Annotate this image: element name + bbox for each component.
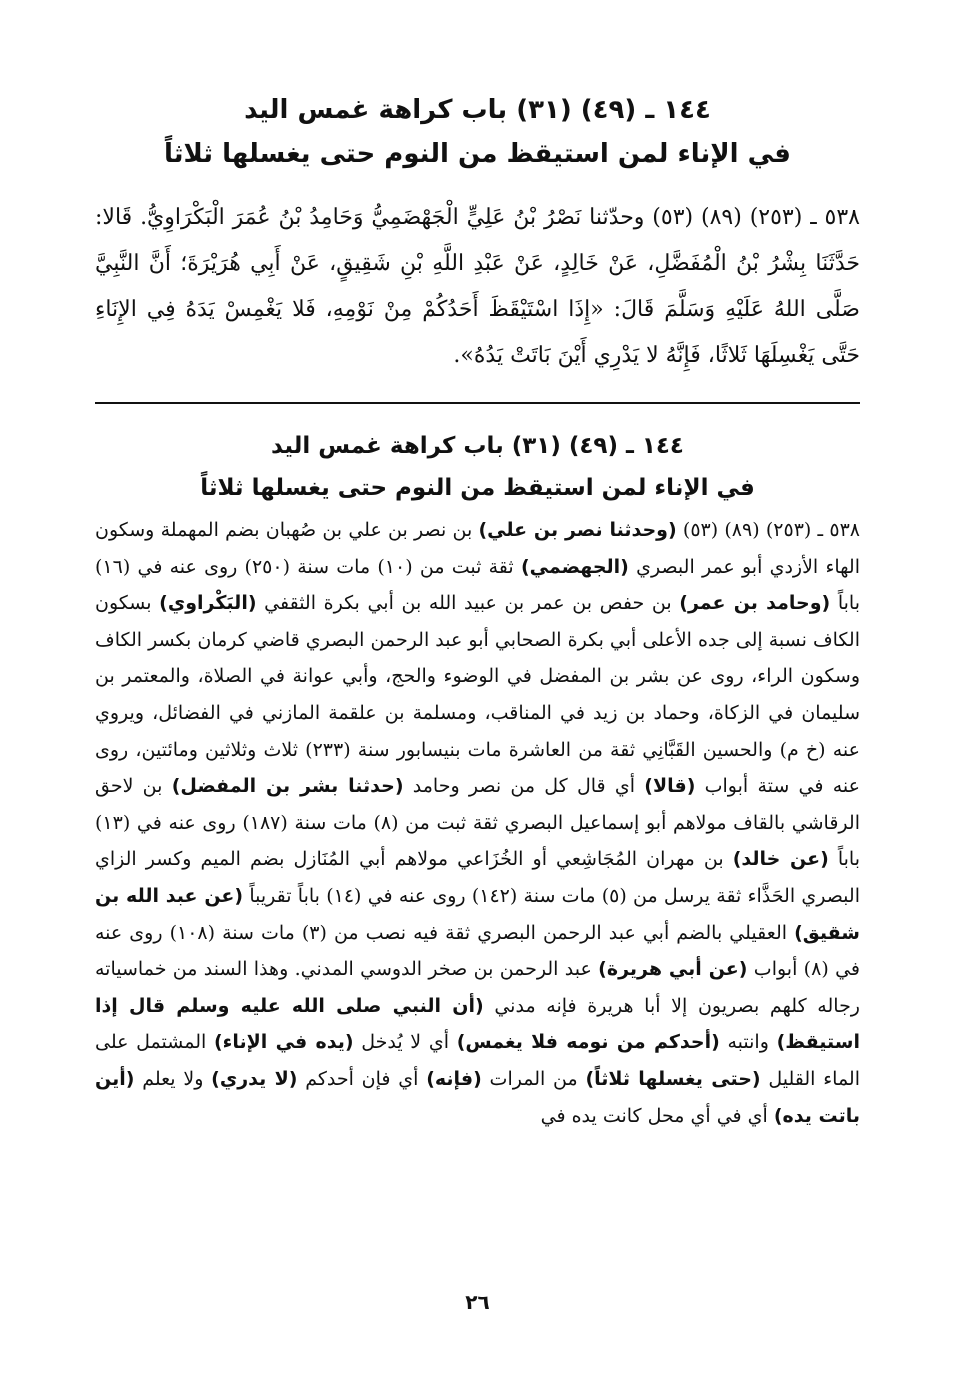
commentary-quoted-phrase: (وحامد بن عمر) (679, 592, 831, 615)
commentary-segment: من المرات (481, 1067, 586, 1090)
commentary-segment: أي في أي محل كانت يده في (540, 1104, 774, 1127)
commentary-segment: وانتبه (719, 1031, 777, 1054)
commentary-segment: عبد الرحمن بن صخر الدوسي المدني. وهذا السند من خماسياته رجاله كلهم بصريون إلا أبا هريرة فإنه مدني (95, 958, 860, 1017)
page-number: ٢٦ (465, 1290, 490, 1314)
commentary-quoted-phrase: (حدثنا بشر بن المفضل) (171, 775, 404, 798)
chapter-title-line1: ١٤٤ ـ (٤٩) (٣١) باب كراهة غمس اليد (244, 95, 711, 125)
hadith-text: ٥٣٨ ـ (٢٥٣) (٨٩) (٥٣) وحدّثنا نَصْرُ بْنُ عَلِيٍّ الْجَهْضَمِيُّ وَحَامِدُ بْنُ عُمَرَ الْبَكْرَاوِيُّ. قَالا: حَدَّثَنَا بِشْرُ بْنُ الْمُفَضَّلِ، عَنْ خَالِدٍ، عَنْ عَبْدِ اللَّهِ بْنِ شَقِيقٍ، عَنْ أَبِي هُرَيْرَةَ؛ أَنَّ النَّبِيَّ صَلَّى اللهُ عَلَيْهِ وَسَلَّمَ قَالَ: «إِذَا اسْتَيْقَظَ أَحَدُكُمْ مِنْ نَوْمِهِ، فَلا يَغْمِسْ يَدَهُ فِي الإِنَاءِ حَتَّى يَغْسِلَهَا ثَلاثًا، فَإِنَّهُ لا يَدْرِي أَيْنَ بَاتَتْ يَدُهُ». (95, 205, 860, 368)
commentary-quoted-phrase: (قالا) (644, 775, 696, 798)
commentary-quoted-phrase: (أن النبي صلى الله عليه وسلم قال إذا استيقظ) (95, 994, 860, 1054)
commentary-quoted-phrase: (أين باتت يده) (95, 1067, 860, 1127)
commentary-title-line1: ١٤٤ ـ (٤٩) (٣١) باب كراهة غمس اليد (271, 433, 684, 459)
commentary-segment: العقيلي بالضم أبي عبد الرحمن البصري ثقة فيه نصب من (٣) مات سنة (١٠٨) روى عنه في (٨) أبواب (95, 921, 860, 981)
commentary-segment: ثقة ثبت من (١٠) مات سنة (٢٥٠) روى عنه في (١٦) باباً (95, 555, 860, 615)
commentary-quoted-phrase: (الجهضمي) (520, 555, 629, 578)
commentary-segment: بسكون الكاف نسبة إلى جده الأعلى أبي بكرة الصحابي أبو عبد الرحمن البصري قاضي كرمان بكسر الكاف وسكون الراء، روى عن بشر بن المفضل في الوضوء والحج، وأبي عوانة في الصلاة، والمعتمر بن سليمان في الزكاة، وحماد بن زيد في المناقب، ومسلمة بن علقمة المازني في الفضائل، ويروي عنه (خ م) والحسين القَبَّانِي ثقة من العاشرة مات بنيسابور سنة (٢٣٣) ثلاث وثلاثين ومائتين، روى عنه في ستة أبواب (95, 592, 860, 798)
commentary-segment: بن لاحق الرقاشي بالقاف مولاهم أبو إسماعيل البصري ثقة ثبت من (٨) مات سنة (١٨٧) روى عنه في (١٣) باباً (95, 775, 860, 871)
commentary-quoted-phrase: (البَكْراوي) (159, 592, 257, 615)
commentary-quoted-phrase: (يده في الإناء) (213, 1031, 354, 1054)
section-divider (95, 402, 860, 404)
commentary-segment: أي قال كل من نصر وحامد (403, 775, 645, 798)
commentary-segment: بن نصر بن علي بن صُهبان بضم المهملة وسكون الهاء الأزدي أبو عمر البصري (95, 519, 860, 578)
commentary-quoted-phrase: (أحدكم من نومه فلا يغمس) (456, 1031, 720, 1054)
commentary-segment: بن مهران المُجَاشِعي أو الخُزَاعي مولاهم أبي المُنَازل بضم الميم وكسر الزاي البصري الحَذَّاء ثقة يرسل من (٥) مات سنة (١٤٢) روى عنه في (١٤) باباً تقريباً (95, 848, 860, 907)
chapter-heading (95, 88, 860, 176)
chapter-title-line2: في الإناء لمن استيقظ من النوم حتى يغسلها ثلاثاً (164, 139, 791, 169)
commentary-title-line2: في الإناء لمن استيقظ من النوم حتى يغسلها ثلاثاً (200, 475, 755, 501)
commentary-segment: المشتمل على الماء القليل (95, 1031, 861, 1090)
commentary-segment: ٥٣٨ ـ (٢٥٣) (٨٩) (٥٣) (676, 519, 860, 541)
commentary-quoted-phrase: (فإنه) (426, 1067, 482, 1090)
commentary-quoted-phrase: (لا يدري) (211, 1067, 298, 1090)
commentary-segment: ولا يعلم (134, 1067, 212, 1090)
commentary-quoted-phrase: (حتى يغسلها ثلاثاً) (585, 1067, 761, 1090)
book-page (95, 0, 860, 1380)
commentary-quoted-phrase: (وحدثنا نصر بن علي) (478, 519, 677, 541)
commentary-segment: بن حفص بن عمر بن عبيد الله بن أبي بكرة الثقفي (256, 592, 680, 615)
commentary-segment: أي فإن أحدكم (297, 1067, 427, 1090)
commentary-segment: أي لا يُدخل (353, 1031, 457, 1054)
commentary-text (95, 512, 860, 1134)
commentary-quoted-phrase: (عن أبي هريرة) (598, 958, 748, 981)
commentary-quoted-phrase: (عن عبد الله بن شقيق) (95, 884, 860, 944)
commentary-heading (95, 425, 860, 509)
commentary-quoted-phrase: (عن خالد) (732, 848, 829, 871)
